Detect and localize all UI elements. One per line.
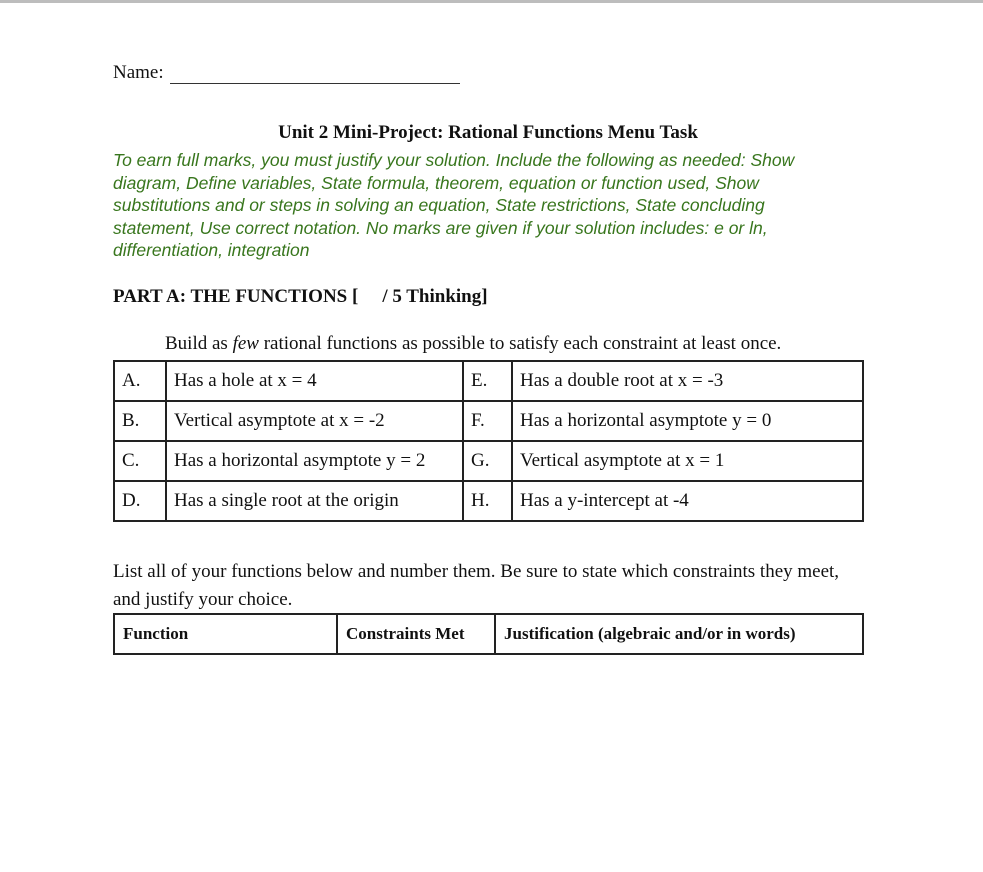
table-row [114,361,863,401]
name-label: Name: [113,62,164,83]
constraint-text: Has a double root at x = -3 [512,361,863,401]
part-a-heading [113,286,488,308]
instructions-text: To earn full marks, you must justify your solution. Include the following as needed: Show diagram, Define variables, State formula, theorem, equation or function used, Show substitutions and or steps in solving an equation, State restrictions, State concluding statement, Use correct notation. No marks are given if your solution includes: e or ln, differentiation, integration [113,150,795,260]
name-blank-line[interactable] [170,63,460,84]
list-instructions: List all of your functions below and number them. Be sure to state which constraints they meet, and justify your choice. [113,561,840,610]
constraint-letter: H. [463,481,512,521]
part-a-heading-start: PART A: THE FUNCTIONS [ [113,286,359,307]
build-after: rational functions as possible to satisfy each constraint at least once. [258,333,782,354]
header-justification: Justification (algebraic and/or in words) [495,614,863,654]
constraint-letter: F. [463,401,512,441]
constraint-text: Has a horizontal asymptote y = 2 [166,441,463,481]
constraint-text: Has a horizontal asymptote y = 0 [512,401,863,441]
build-instruction [165,333,781,355]
header-function: Function [114,614,337,654]
constraint-text: Has a y-intercept at -4 [512,481,863,521]
part-a-heading-end: / 5 Thinking] [382,286,488,307]
constraints-table [113,360,864,522]
constraint-text: Has a single root at the origin [166,481,463,521]
constraint-text: Vertical asymptote at x = 1 [512,441,863,481]
table-row [114,441,863,481]
top-border [0,0,983,3]
header-constraints-met: Constraints Met [337,614,495,654]
table-header-row [114,614,863,654]
constraint-letter: A. [114,361,166,401]
table-row [114,401,863,441]
name-row [113,62,460,84]
constraint-letter: D. [114,481,166,521]
build-emphasis: few [232,333,259,354]
constraint-letter: E. [463,361,512,401]
constraint-letter: G. [463,441,512,481]
table-row [114,481,863,521]
constraint-letter: C. [114,441,166,481]
constraint-letter: B. [114,401,166,441]
functions-table [113,613,864,655]
constraint-text: Vertical asymptote at x = -2 [166,401,463,441]
document-title: Unit 2 Mini-Project: Rational Functions Menu Task [278,122,698,143]
constraint-text: Has a hole at x = 4 [166,361,463,401]
build-before: Build as [165,333,233,354]
